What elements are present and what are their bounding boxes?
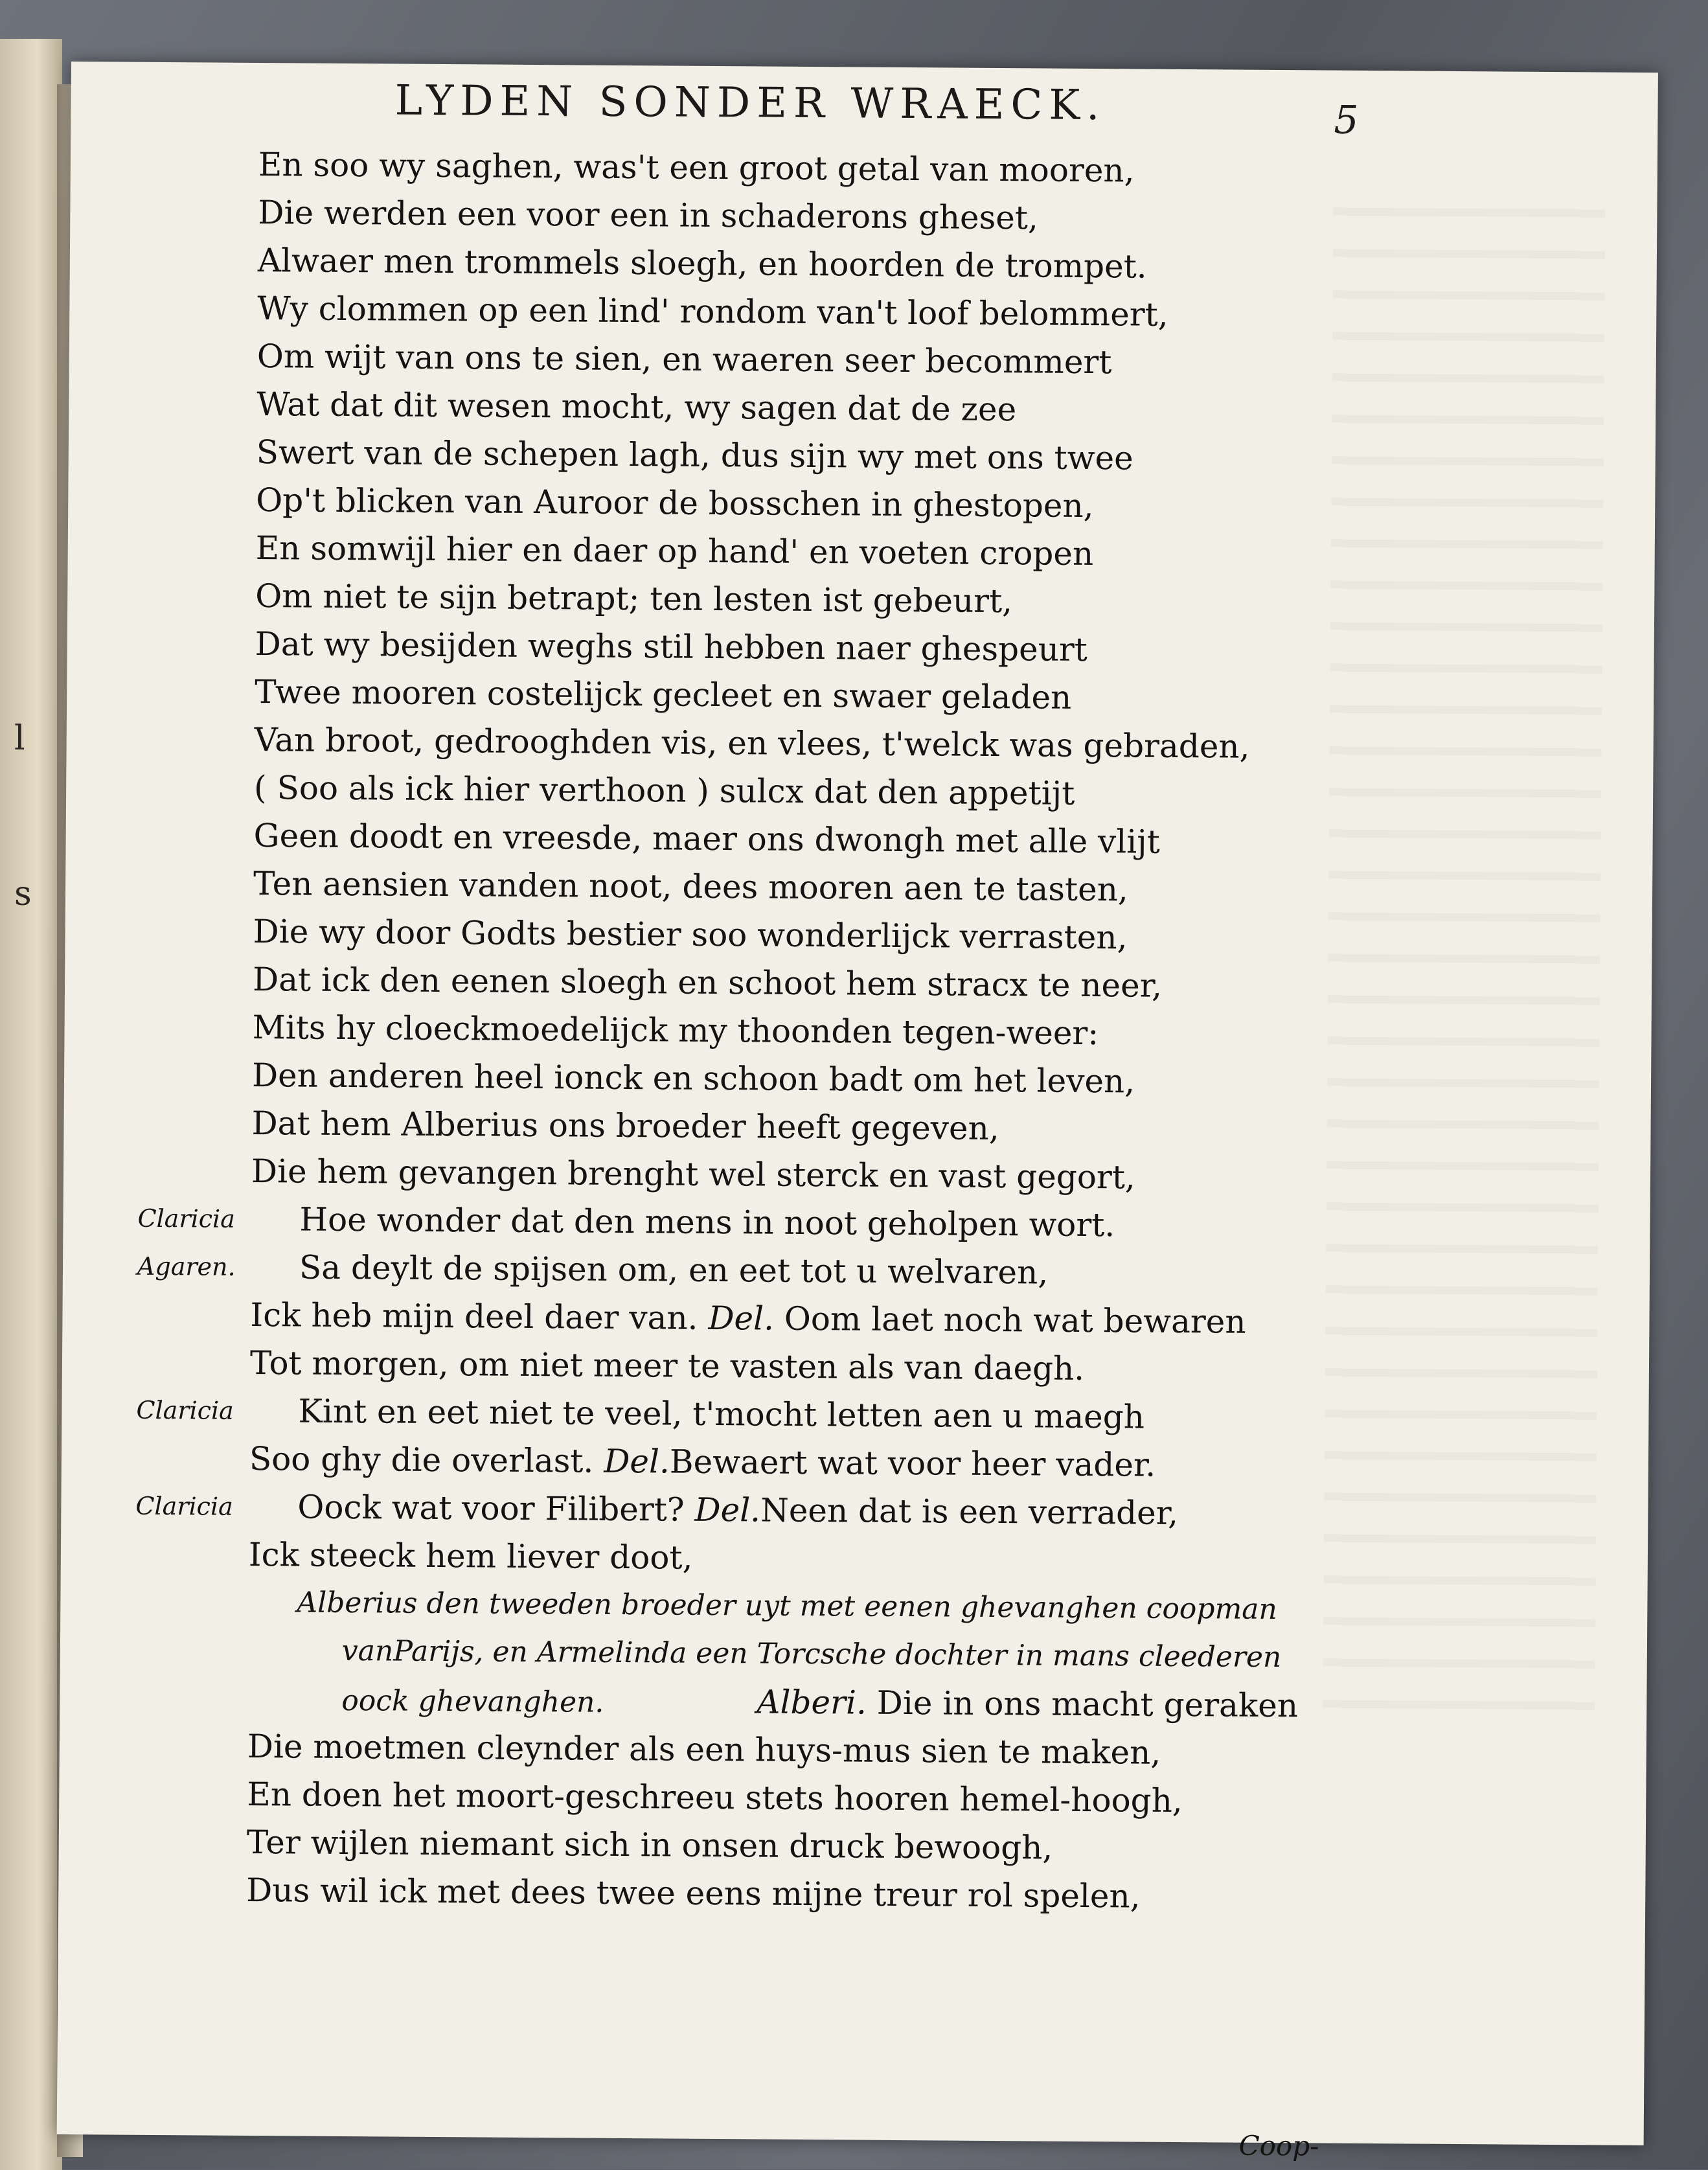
speaker-name: Claricia [135,1491,233,1521]
stage-direction-line [248,1579,1543,1636]
verse-text: Dat wy besijden weghs stil hebben naer ghespeurt [255,625,1088,668]
dialogue-text: Hoe wonder dat den mens in noot geholpen wort. [299,1200,1115,1244]
verse-line [251,1099,1547,1156]
dialogue-line [249,1435,1545,1492]
speaker-abbreviation: Alberi. [757,1683,867,1722]
left-page-mark: s [14,874,32,913]
text-block [135,141,1554,1923]
book-page [57,62,1658,2162]
dialogue-line [137,1195,1546,1252]
verse-line [256,524,1551,581]
verse-text: Dat hem Alberius ons broeder heeft gegeven, [251,1104,999,1148]
verse-line [253,955,1548,1012]
dialogue-line [135,1483,1544,1540]
verse-line [247,1722,1543,1779]
stage-direction-text: Alberius den tweeden broeder uyt met eenen ghevanghen coopman [297,1586,1278,1627]
dialogue-text: Ick heb mijn deel daer van. [250,1296,709,1337]
stage-direction-line [247,1674,1543,1731]
verse-text: Om niet te sijn betrapt; ten lesten ist gebeurt, [255,577,1013,621]
left-page-edge [0,39,62,2170]
dialogue-line [250,1291,1545,1348]
verse-line [254,716,1549,773]
dialogue-text: Kint en eet niet te veel, t'mocht letten aen u maegh [298,1392,1145,1436]
verse-text: Die hem gevangen brenght wel sterck en vast gegort, [251,1152,1136,1196]
verse-line [258,188,1553,246]
verse-line [255,668,1550,725]
dialogue-text: Neen dat is een verrader, [760,1491,1179,1532]
stage-direction-text: vanParijs, en Armelinda een Torcsche dochter in mans cleederen [341,1634,1282,1674]
verse-line [255,620,1550,677]
verse-text: Dus wil ick met dees twee eens mijne treur rol spelen, [246,1871,1141,1915]
speaker-name: Claricia [137,1204,235,1233]
page-number: 5 [1334,97,1359,143]
verse-line [257,284,1553,341]
verse-line [256,428,1552,485]
verse-line [258,236,1553,293]
verse-line [252,1051,1547,1108]
verse-text: Ten aensien vanden noot, dees mooren aen te tasten, [253,864,1129,909]
verse-text: Wat dat dit wesen mocht, wy sagen dat de zee [256,385,1017,429]
verse-line [253,812,1549,869]
verse-line [256,476,1551,533]
verse-text: Twee mooren costelijck gecleet en swaer geladen [255,673,1072,716]
verse-text: Wy clommen op een lind' rondom van't loof belommert, [257,290,1168,334]
verse-line [256,380,1552,437]
verse-text: Den anderen heel ionck en schoon badt om het leven, [251,1056,1135,1101]
verse-line [254,764,1549,821]
verse-text: Die werden een voor een in schaderons gheset, [258,194,1039,237]
verse-text: Ter wijlen niemant sich in onsen druck bewoogh, [246,1823,1053,1867]
verse-text: Op't blicken van Auroor de bosschen in ghestopen, [256,481,1094,525]
dialogue-line [137,1243,1546,1300]
verse-line [258,141,1554,198]
dialogue-text: Soo ghy die overlast. [249,1439,604,1480]
verse-text: Die moetmen cleynder als een huys-mus sien te maken, [247,1727,1161,1772]
speaker-abbreviation: Del. [694,1490,761,1529]
verse-line [251,1147,1547,1204]
verse-line [246,1866,1542,1923]
speaker-abbreviation: Del. [604,1442,670,1481]
verse-text: Van broot, gedrooghden vis, en vlees, t'welck was gebraden, [254,720,1250,766]
dialogue-text: Ick steeck hem liever doot, [248,1535,693,1577]
verse-line [252,1003,1547,1060]
verse-line [257,332,1553,389]
speaker-abbreviation: Del. [708,1299,775,1338]
catchword: Coop- [1238,2129,1319,2162]
verse-line [247,1770,1542,1827]
left-page-mark: l [14,719,25,758]
stage-direction-line [248,1627,1543,1684]
running-head: LYDEN SONDER WRAECK. [394,76,1106,130]
verse-line [247,1818,1542,1875]
verse-text: Mits hy cloeckmoedelijck my thoonden tegen-weer: [252,1008,1099,1053]
dialogue-text: Bewaert wat voor heer vader. [669,1443,1156,1484]
verse-line [253,908,1548,965]
verse-text: En soo wy saghen, was't een groot getal van mooren, [258,146,1135,190]
stage-direction-text: oock ghevanghen. [341,1684,604,1719]
verse-text: Geen doodt en vreesde, maer ons dwongh met alle vlijt [253,816,1161,861]
verse-text: En somwijl hier en daer op hand' en voeten cropen [255,529,1094,573]
verse-text: Dat ick den eenen sloegh en schoot hem stracx te neer, [252,960,1163,1005]
dialogue-text: Oock wat voor Filibert? [297,1488,695,1529]
dialogue-text: Tot morgen, om niet meer te vasten als van daegh. [249,1343,1085,1388]
dialogue-line [250,1339,1545,1396]
speaker-name: Agaren. [137,1251,236,1281]
speaker-name: Claricia [136,1395,234,1425]
verse-text: Die wy door Godts bestier soo wonderlijck verrasten, [253,912,1128,957]
verse-text: ( Soo als ick hier verthoon ) sulcx dat den appetijt [253,768,1075,812]
verse-line [253,860,1549,917]
dialogue-text: Sa deylt de spijsen om, en eet tot u welvaren, [299,1248,1049,1292]
dialogue-text: Die in ons macht geraken [876,1684,1299,1725]
dialogue-text: Oom laet noch wat bewaren [773,1299,1246,1341]
verse-text: Om wijt van ons te sien, en waeren seer becommert [256,337,1112,382]
verse-text: En doen het moort-geschreeu stets hooren hemel-hoogh, [247,1775,1183,1820]
verse-line [255,572,1551,629]
dialogue-line [136,1387,1545,1444]
dialogue-line [249,1531,1544,1588]
verse-text: Swert van de schepen lagh, dus sijn wy met ons twee [256,433,1133,477]
verse-text: Alwaer men trommels sloegh, en hoorden de trompet. [257,242,1147,286]
